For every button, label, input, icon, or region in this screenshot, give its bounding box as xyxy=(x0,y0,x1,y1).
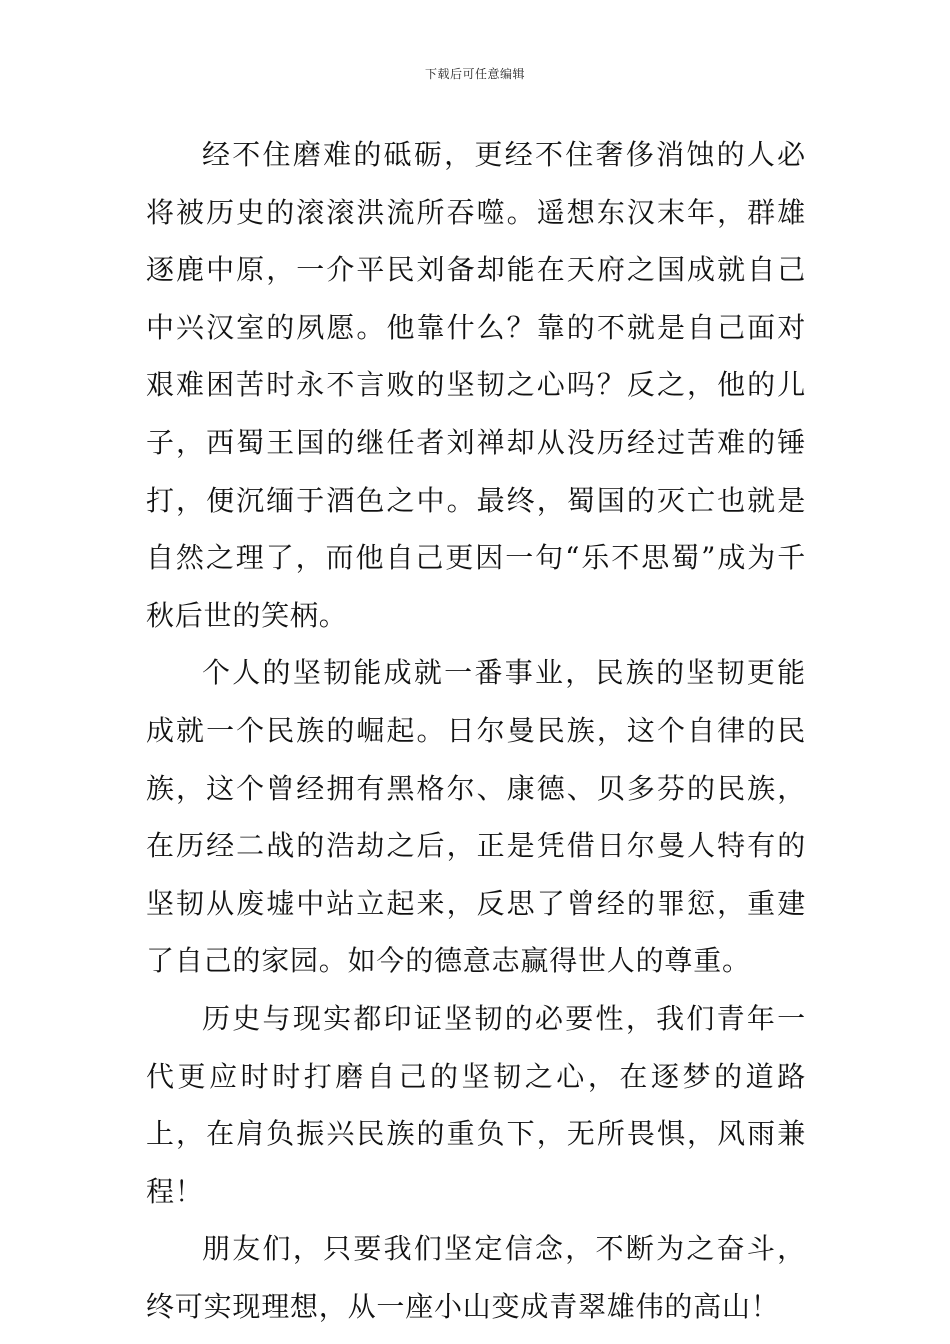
paragraph-3: 历史与现实都印证坚韧的必要性，我们青年一代更应时时打磨自己的坚韧之心，在逐梦的道路上，在肩负振兴民族的重负下，无所畏惧，风雨兼程！ xyxy=(146,1001,806,1208)
paragraph-2: 个人的坚韧能成就一番事业，民族的坚韧更能成就一个民族的崛起。日尔曼民族，这个自律的民族，这个曾经拥有黑格尔、康德、贝多芬的民族，在历经二战的浩劫之后，正是凭借日尔曼人特有的坚韧从废墟中站立起来，反思了曾经的罪愆，重建了自己的家园。如今的德意志赢得世人的尊重。 xyxy=(146,656,806,978)
document-body xyxy=(146,126,806,1335)
paragraph-1: 经不住磨难的砥砺，更经不住奢侈消蚀的人必将被历史的滚滚洪流所吞噬。遥想东汉末年，群雄逐鹿中原，一介平民刘备却能在天府之国成就自己中兴汉室的夙愿。他靠什么？靠的不就是自己面对艰难困苦时永不言败的坚韧之心吗？反之，他的儿子，西蜀王国的继任者刘禅却从没历经过苦难的锤打，便沉缅于酒色之中。最终，蜀国的灭亡也就是自然之理了，而他自己更因一句“乐不思蜀”成为千秋后世的笑柄。 xyxy=(146,138,806,632)
page-header: 下载后可任意编辑 xyxy=(424,67,525,81)
paragraph-4: 朋友们，只要我们坚定信念，不断为之奋斗，终可实现理想，从一座小山变成青翠雄伟的高山！ xyxy=(146,1232,806,1323)
